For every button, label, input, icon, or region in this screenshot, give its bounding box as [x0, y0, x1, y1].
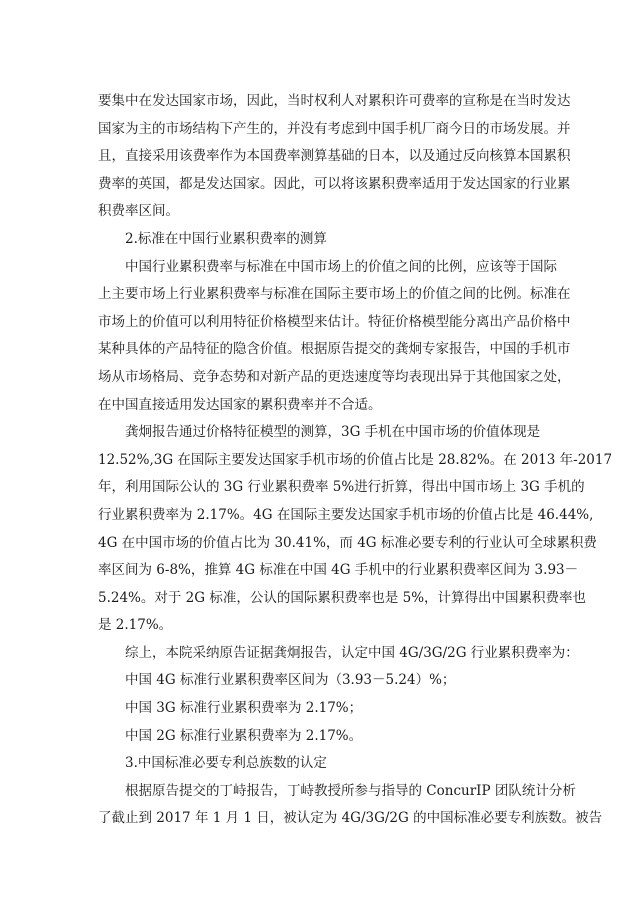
- paragraph-p2: [98, 254, 571, 420]
- text-line: 率区间为 6-8%，推算 4G 标准在中国 4G 手机中的行业累积费率区间为 3.93－: [98, 562, 579, 579]
- paragraph-p1: [98, 88, 571, 226]
- text-line: 且，直接采用该费率作为本国费率测算基础的日本，以及通过反向核算本国累积: [98, 148, 571, 165]
- text-line: 综上，本院采纳原告证据龚炯报告，认定中国 4G/3G/2G 行业累积费率为：: [125, 644, 579, 661]
- text-line: 了截止到 2017 年 1 月 1 日，被认定为 4G/3G/2G 的中国标准必要专利族数。被告: [98, 810, 603, 827]
- text-line: 年，利用国际公认的 3G 行业累积费率 5%进行折算，得出中国市场上 3G 手机的: [98, 479, 585, 496]
- heading-text: 3.中国标准必要专利总族数的认定: [125, 755, 327, 772]
- text-line: 场从市场格局、竞争态势和对新产品的更迭速度等均表现出异于其他国家之处，: [98, 368, 571, 385]
- paragraph-p8: [98, 778, 603, 833]
- paragraph-p5: [98, 667, 550, 695]
- text-line: 要集中在发达国家市场，因此，当时权利人对累积许可费率的宣称是在当时发达: [98, 93, 571, 109]
- text-line: 在中国直接适用发达国家的累积费率并不合适。: [98, 396, 382, 413]
- paragraph-p4: [98, 640, 579, 668]
- paragraph-p7: [98, 723, 550, 751]
- text-line: 中国 2G 标准行业累积费率为 2.17%。: [125, 727, 363, 744]
- text-line: 12.52%,3G 在国际主要发达国家手机市场的价值占比是 28.82%。在 2013 年-2017: [98, 451, 613, 468]
- heading-text: 2.标准在中国行业累积费率的测算: [125, 230, 327, 247]
- text-line: 4G 在中国市场的价值占比为 30.41%，而 4G 标准必要专利的行业认可全球累积费: [98, 534, 597, 551]
- text-line: 费率的英国，都是发达国家。因此，可以将该累积费率适用于发达国家的行业累: [98, 175, 571, 192]
- text-line: 上主要市场上行业累积费率与标准在国际主要市场上的价值之间的比例。标准在: [98, 286, 571, 303]
- text-line: 中国 3G 标准行业累积费率为 2.17%；: [125, 700, 363, 717]
- section-heading-2: [98, 226, 550, 254]
- document-body: [98, 88, 613, 833]
- text-line: 是 2.17%。: [98, 617, 173, 634]
- paragraph-p3: [98, 419, 613, 640]
- text-line: 根据原告提交的丁峙报告，丁峙教授所参与指导的 ConcurIP 团队统计分析: [125, 782, 576, 799]
- text-line: 积费率区间。: [98, 203, 179, 220]
- text-line: 中国 4G 标准行业累积费率区间为（3.93－5.24）%；: [125, 672, 456, 689]
- text-line: 某种具体的产品特征的隐含价值。根据原告提交的龚炯专家报告，中国的手机市: [98, 341, 571, 358]
- text-line: 中国行业累积费率与标准在中国市场上的价值之间的比例，应该等于国际: [125, 258, 557, 275]
- text-line: 5.24%。对于 2G 标准，公认的国际累积费率也是 5%，计算得出中国累积费率也: [98, 589, 587, 606]
- text-line: 行业累积费率为 2.17%。4G 在国际主要发达国家手机市场的价值占比是 46.44%,: [98, 506, 594, 523]
- text-line: 龚炯报告通过价格特征模型的测算，3G 手机在中国市场的价值体现是: [125, 424, 541, 441]
- text-line: 市场上的价值可以利用特征价格模型来估计。特征价格模型能分离出产品价格中: [98, 313, 571, 330]
- paragraph-p6: [98, 695, 550, 723]
- text-line: 国家为主的市场结构下产生的，并没有考虑到中国手机厂商今日的市场发展。并: [98, 120, 571, 137]
- section-heading-3: [98, 750, 550, 778]
